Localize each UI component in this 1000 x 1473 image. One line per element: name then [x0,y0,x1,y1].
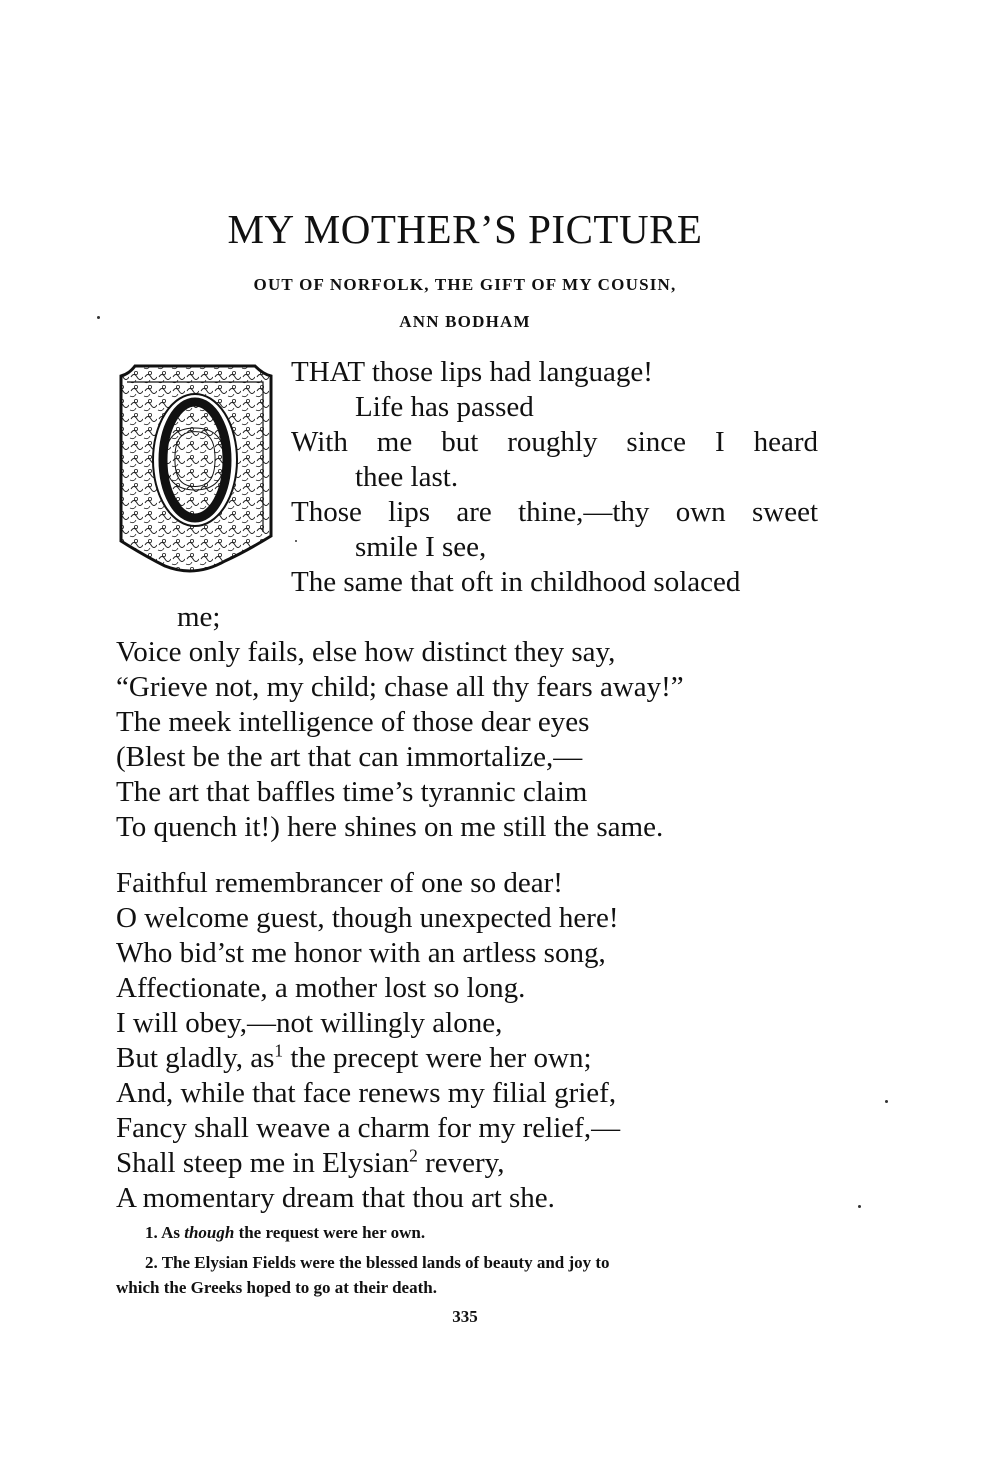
poem-line: I will obey,—not willingly alone, [116,1007,503,1039]
poem-line: O welcome guest, though unexpected here! [116,902,619,934]
poem-line: Life has passed [355,391,534,423]
footnote-ref-1: 1 [274,1040,284,1061]
ornamental-drop-cap-o [115,356,275,586]
poem-line: But gladly, $as^1$ the precept were her own; [116,1040,592,1074]
footnote-1: 1. As though the request were her own. [145,1223,426,1242]
scan-speck [97,316,100,319]
drop-cap-letter: O [161,407,229,509]
poem-line: (Blest be the art that can immortalize,— [116,741,583,773]
poem-line: smile I see, [355,531,487,563]
poem-subtitle-line1: OUT OF NORFOLK, THE GIFT OF MY COUSIN, [253,275,677,294]
poem-line: A momentary dream that thou art she. [116,1182,555,1214]
poem-line: And, while that face renews my filial grief, [116,1077,617,1109]
poem-line: Voice only fails, else how distinct they say, [116,636,616,668]
poem-line: Who bid’st me honor with an artless song, [116,937,606,969]
poem-line: Fancy shall weave a charm for my relief,— [116,1112,621,1144]
poem-subtitle-line2: ANN BODHAM [399,312,531,331]
poem-line: Affectionate, a mother lost so long. [116,972,526,1004]
poem-line: The same that oft in childhood solaced [291,566,741,598]
scan-speck [295,540,297,542]
scan-speck [885,1100,888,1103]
poem-line: “Grieve not, my child; chase all thy fears away!” [116,671,684,703]
poem-line: Faithful remembrancer of one so dear! [116,867,563,899]
scan-speck [858,1205,861,1208]
poem-title: MY MOTHER’S PICTURE [227,206,703,252]
page-number: 335 [452,1307,478,1326]
poem-line: me; [177,601,221,633]
poem-line: With me but roughly since I heard [291,426,818,458]
poem-line: THAT those lips had language! [291,356,653,388]
poem-line: thee last. [355,461,459,493]
poem-line: To quench it!) here shines on me still the same. [116,811,664,843]
poem-line: The art that baffles time’s tyrannic claim [116,776,588,808]
poem-line: The meek intelligence of those dear eyes [116,706,590,738]
footnote-2-line2: which the Greeks hoped to go at their death. [116,1278,437,1297]
footnote-2-line1: 2. The Elysian Fields were the blessed lands of beauty and joy to [145,1253,610,1272]
poem-line: Shall steep me in Elysian$^2$ revery, [116,1145,505,1179]
poem-line: Those lips are thine,—thy own sweet [291,496,818,528]
footnote-ref-2: 2 [409,1145,418,1166]
